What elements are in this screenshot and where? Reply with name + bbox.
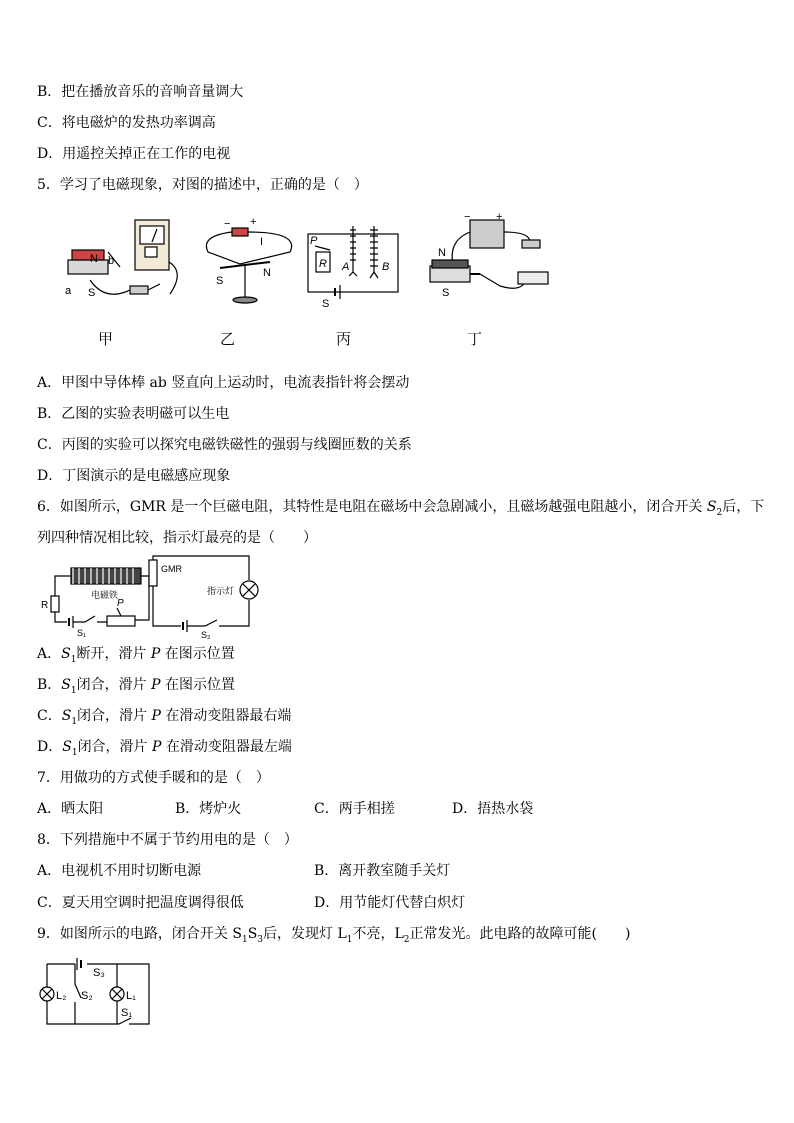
bing-s-label: S <box>322 298 330 310</box>
q5-option-d: D．丁图演示的是电磁感应现象 <box>37 468 231 484</box>
yi-minus-label: − <box>224 218 231 230</box>
ding-minus-label: − <box>464 211 471 223</box>
q4-option-d: D．用遥控关掉正在工作的电视 <box>37 146 231 162</box>
ding-plus-label: + <box>496 211 503 223</box>
q8-option-b: B．离开教室随手关灯 <box>314 863 451 879</box>
q5-option-a: A．甲图中导体棒 ab 竖直向上运动时，电流表指针将会摆动 <box>37 375 410 391</box>
bing-a-label: A <box>342 261 350 273</box>
q9-l2-label: L₂ <box>56 990 67 1002</box>
caption-yi: 乙 <box>220 330 236 348</box>
q9-s2-label: S₂ <box>81 990 93 1002</box>
figure-bing <box>308 226 398 310</box>
q6-option-b: B．$S_1$闭合，滑片 P 在图示位置 <box>37 677 235 696</box>
q6-magnet-label: 电磁铁 <box>91 590 119 600</box>
q7-option-d: D．捂热水袋 <box>452 801 534 817</box>
caption-bing: 丙 <box>336 330 352 348</box>
caption-jia: 甲 <box>98 330 114 348</box>
q6-p-label: P <box>117 598 124 609</box>
q8-option-a: A．电视机不用时切断电源 <box>37 863 202 879</box>
caption-ding: 丁 <box>467 330 483 348</box>
bing-b-label: B <box>382 261 390 273</box>
bing-r-label: R <box>319 258 327 270</box>
figure-jia <box>65 220 177 299</box>
q5-option-b: B．乙图的实验表明磁可以生电 <box>37 406 230 422</box>
yi-s-label: S <box>216 275 224 287</box>
q6-option-a: A．$S_1$断开，滑片 P 在图示位置 <box>37 646 235 665</box>
q4-option-b: B．把在播放音乐的音响音量调大 <box>37 84 244 100</box>
q6-figure <box>37 556 263 638</box>
q7-option-b: B．烤炉火 <box>175 801 242 817</box>
q9-s1-label: S₁ <box>121 1007 133 1019</box>
q6-option-d: D．$S_1$闭合，滑片 P 在滑动变阻器最左端 <box>37 739 292 758</box>
q6-stem-line2: 列四种情况相比较，指示灯最亮的是（ ） <box>37 530 317 546</box>
ding-n-label: N <box>438 247 446 259</box>
q6-r-label: R <box>41 600 49 611</box>
q5-option-c: C．丙图的实验可以探究电磁铁磁性的强弱与线圈匝数的关系 <box>37 437 412 453</box>
q8-option-c: C．夏天用空调时把温度调得很低 <box>37 895 244 911</box>
q9-l1-label: L₁ <box>126 990 136 1002</box>
q6-stem-line1: 6．如图所示，GMR 是一个巨磁电阻，其特性是电阻在磁场中会急剧减小，且磁场越强电阻越小，闭合开关 $S_2$后，下 <box>37 499 765 518</box>
q4-option-c: C．将电磁炉的发热功率调高 <box>37 115 216 131</box>
q7-option-c: C．两手相搓 <box>314 801 395 817</box>
q8-option-d: D．用节能灯代替白炽灯 <box>314 895 466 911</box>
yi-i-label: I <box>260 236 264 248</box>
yi-plus-label: + <box>250 216 257 228</box>
jia-a-label: a <box>65 285 72 297</box>
q6-lamp-label: 指示灯 <box>207 586 235 596</box>
q9-s3-label: S₃ <box>93 967 105 979</box>
q7-option-a: A．晒太阳 <box>37 801 104 817</box>
jia-b-label: b <box>108 255 115 267</box>
q6-s2-label: S₂ <box>201 630 211 640</box>
jia-s-label: S <box>88 287 96 299</box>
q7-stem: 7．用做功的方式使手暖和的是（ ） <box>37 770 270 786</box>
q9-figure <box>37 954 155 1030</box>
q9-stem: 9．如图所示的电路，闭合开关 $S_1S_3$后，发现灯 $L_1$不亮，$L_2$正常发光。此电路的故障可能( ) <box>37 926 631 945</box>
q5-stem: 5．学习了电磁现象，对图的描述中，正确的是（ ） <box>37 177 368 193</box>
figure-yi <box>206 216 291 303</box>
q6-s1-label: S₁ <box>77 628 87 638</box>
yi-n-label: N <box>263 267 271 279</box>
q8-stem: 8．下列措施中不属于节约用电的是（ ） <box>37 832 298 848</box>
q5-figures <box>60 211 503 312</box>
figure-ding <box>430 211 548 299</box>
jia-n-label: N <box>90 253 98 265</box>
q6-option-c: C．$S_1$闭合，滑片 P 在滑动变阻器最右端 <box>37 708 292 727</box>
ding-s-label: S <box>442 287 450 299</box>
q6-gmr-label: GMR <box>161 564 182 574</box>
bing-p-label: P <box>310 235 318 247</box>
